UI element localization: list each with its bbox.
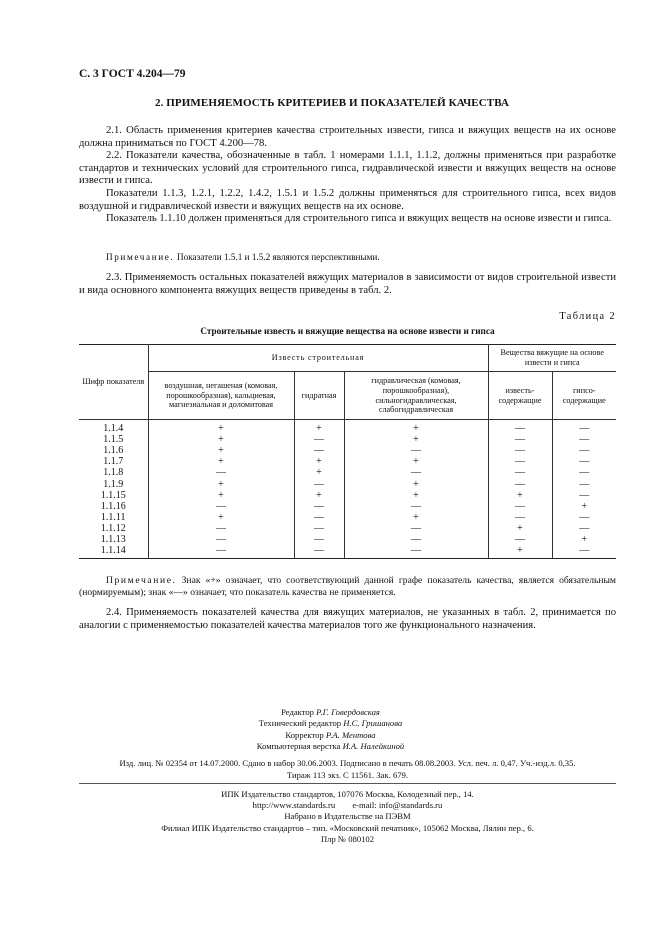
cell: — [294, 445, 344, 456]
header-code: Шифр показателя [79, 345, 148, 420]
cell-code: 1.1.5 [79, 434, 148, 445]
cell-code: 1.1.13 [79, 534, 148, 545]
cell: + [294, 490, 344, 501]
cell: — [148, 545, 294, 559]
page-header: С. 3 ГОСТ 4.204—79 [79, 68, 186, 80]
paragraph-2-2: 2.2. Показатели качества, обозначенные в табл. 1 номерами 1.1.1, 1.1.2, должны применяться при разработке стандартов и технических условий для строительного гипса, гидравлической извести и вяжущих веществ на основе извести и гипса. [79, 150, 616, 187]
paragraph-2-1: 2.1. Область применения критериев качества строительных извести, гипса и вяжущих веществ на их основе должна приниматься по ГОСТ 4.200—78. [79, 125, 616, 149]
table-row [79, 456, 616, 467]
table-title: Строительные известь и вяжущие вещества на основе извести и гипса [200, 326, 495, 336]
cell-code: 1.1.6 [79, 445, 148, 456]
credit-name: И.А. Налейкиной [342, 741, 405, 752]
cell: + [344, 478, 488, 489]
section-body [79, 125, 616, 226]
cell: + [294, 420, 344, 435]
cell-code: 1.1.9 [79, 478, 148, 489]
cell: — [552, 523, 616, 534]
publishing-line-1: Изд. лиц. № 02354 от 14.07.2000. Сдано в набор 30.06.2003. Подписано в печать 08.08.2003. Усл. печ. л. 0,47. Уч.-изд.л. 0,35. [119, 758, 576, 768]
credit-role: Корректор [285, 729, 324, 740]
note-1 [79, 251, 616, 265]
cell: — [294, 434, 344, 445]
cell-code: 1.1.8 [79, 467, 148, 478]
cell-code: 1.1.11 [79, 512, 148, 523]
cell-code: 1.1.4 [79, 420, 148, 435]
note-1-label: Примечание. [106, 252, 175, 262]
credit-role: Редактор [281, 707, 314, 717]
cell: + [552, 534, 616, 545]
cell: + [488, 523, 552, 534]
cell: — [294, 478, 344, 489]
cell: + [294, 467, 344, 478]
credits [0, 707, 661, 753]
cell: — [552, 545, 616, 559]
cell: + [148, 434, 294, 445]
applicability-table [79, 344, 616, 559]
cell: + [148, 490, 294, 501]
cell: — [552, 512, 616, 523]
paragraph-2-2c: Показатель 1.1.10 должен применяться для строительного гипса и вяжущих веществ на основе извести и гипса. [106, 213, 612, 225]
cell: + [344, 512, 488, 523]
cell: + [148, 456, 294, 467]
credit-name: Н.С. Гришанова [343, 718, 403, 729]
publishing-info [79, 757, 616, 781]
footer-divider [79, 783, 616, 784]
header-binder-group: Вещества вяжущие на основе извести и гипса [488, 345, 616, 372]
paragraph-2-4: 2.4. Применяемость показателей качества для вяжущих материалов, не указанных в табл. 2, принимается по аналогии с применяемостью показателей качества материалов того же функционального назначения. [79, 607, 616, 631]
cell: + [344, 434, 488, 445]
cell: — [552, 420, 616, 435]
cell-code: 1.1.16 [79, 501, 148, 512]
cell: + [552, 501, 616, 512]
cell: + [148, 420, 294, 435]
cell: — [488, 456, 552, 467]
cell: — [148, 534, 294, 545]
table-label: Таблица 2 [559, 311, 616, 322]
cell: — [552, 445, 616, 456]
cell: — [344, 445, 488, 456]
footer-line-2: http://www.standards.ru e-mail: info@standards.ru [252, 800, 443, 811]
cell: — [344, 523, 488, 534]
cell: + [344, 420, 488, 435]
cell: + [148, 445, 294, 456]
credit-corrector [0, 730, 661, 741]
footer-line-4: Филиал ИПК Издательство стандартов – тип. «Московский печатник», 105062 Москва, Лялин пер., 6. [161, 822, 534, 833]
cell: + [344, 490, 488, 501]
cell-code: 1.1.14 [79, 545, 148, 559]
cell: + [148, 478, 294, 489]
cell: — [552, 490, 616, 501]
table-row [79, 478, 616, 489]
note-2 [79, 575, 616, 599]
cell: + [488, 490, 552, 501]
header-hydraulic-lime: гидравлическая (комовая, порошкообразная), сильногидравлическая, слабогидравлическая [344, 372, 488, 420]
cell-code: 1.1.12 [79, 523, 148, 534]
credit-name: Р.Г. Говердовская [316, 707, 380, 717]
table-row [79, 490, 616, 501]
header-lime-binder: известь-содержащие [488, 372, 552, 420]
cell: — [552, 478, 616, 489]
footer-line-3: Набрано в Издательстве на ПЭВМ [284, 811, 411, 822]
paragraph-2-3: 2.3. Применяемость остальных показателей вяжущих материалов в зависимости от видов строительной извести и вида основного компонента вяжущих веществ приведены в табл. 2. [79, 272, 616, 296]
note-1-text: Показатели 1.5.1 и 1.5.2 являются перспективными. [176, 252, 380, 262]
cell: — [488, 434, 552, 445]
table-row [79, 420, 616, 435]
cell: + [294, 456, 344, 467]
cell: — [488, 467, 552, 478]
paragraph-2-4-block [79, 607, 616, 632]
publisher-footer [79, 789, 616, 845]
cell: — [344, 534, 488, 545]
cell: + [344, 456, 488, 467]
table-row [79, 523, 616, 534]
cell: — [294, 512, 344, 523]
note-2-text: Знак «+» означает, что соответствующий данной графе показатель качества, является обязательным (нормируемым); знак «—» означает, что показатель качества не применяется. [79, 575, 617, 598]
cell: — [148, 523, 294, 534]
header-lime-group: Известь строительная [148, 345, 488, 372]
cell-code: 1.1.7 [79, 456, 148, 467]
cell: — [488, 420, 552, 435]
section-title: 2. ПРИМЕНЯЕМОСТЬ КРИТЕРИЕВ И ПОКАЗАТЕЛЕЙ КАЧЕСТВА [154, 97, 510, 109]
note-2-label: Примечание. [106, 575, 177, 586]
cell: — [488, 512, 552, 523]
cell: — [488, 445, 552, 456]
table-row [79, 545, 616, 559]
header-hydrate-lime: гидратная [294, 372, 344, 420]
footer-line-1: ИПК Издательство стандартов, 107076 Москва, Колодезный пер., 14. [221, 789, 474, 799]
header-air-lime: воздушная, негашеная (комовая, порошкообразная), кальциевая, магнезиальная и доломитовая [148, 372, 294, 420]
cell: — [488, 501, 552, 512]
cell: — [552, 434, 616, 445]
cell: — [552, 456, 616, 467]
paragraph-2-2b: Показатели 1.1.3, 1.2.1, 1.2.2, 1.4.2, 1.5.1 и 1.5.2 должны применяться для строительного гипса, всех видов воздушной и гидравлической извести и вяжущих веществ на их основе. [79, 187, 616, 212]
table-row [79, 445, 616, 456]
cell-code: 1.1.15 [79, 490, 148, 501]
cell: — [294, 501, 344, 512]
cell: — [344, 545, 488, 559]
cell: — [344, 467, 488, 478]
table-row [79, 512, 616, 523]
cell: — [148, 501, 294, 512]
cell: — [488, 534, 552, 545]
cell: — [148, 467, 294, 478]
credit-role: Технический редактор [258, 718, 342, 729]
credit-role: Компьютерная верстка [256, 741, 341, 752]
cell: + [148, 512, 294, 523]
credit-tech-editor [0, 718, 661, 729]
cell: — [552, 467, 616, 478]
table-row [79, 501, 616, 512]
paragraph-2-3-block [79, 272, 616, 297]
header-gypsum-binder: гипсо-содержащие [552, 372, 616, 420]
cell: + [488, 545, 552, 559]
table-row [79, 467, 616, 478]
publishing-line-2: Тираж 113 экз. С 11561. Зак. 679. [287, 770, 408, 780]
cell: — [294, 523, 344, 534]
credit-layout [0, 741, 661, 752]
footer-line-5: Плр № 080102 [320, 833, 375, 844]
table-row [79, 534, 616, 545]
cell: — [344, 501, 488, 512]
credit-name: Р.А. Ментова [325, 729, 376, 740]
table-row [79, 434, 616, 445]
credit-editor [0, 707, 661, 718]
cell: — [488, 478, 552, 489]
cell: — [294, 534, 344, 545]
cell: — [294, 545, 344, 559]
